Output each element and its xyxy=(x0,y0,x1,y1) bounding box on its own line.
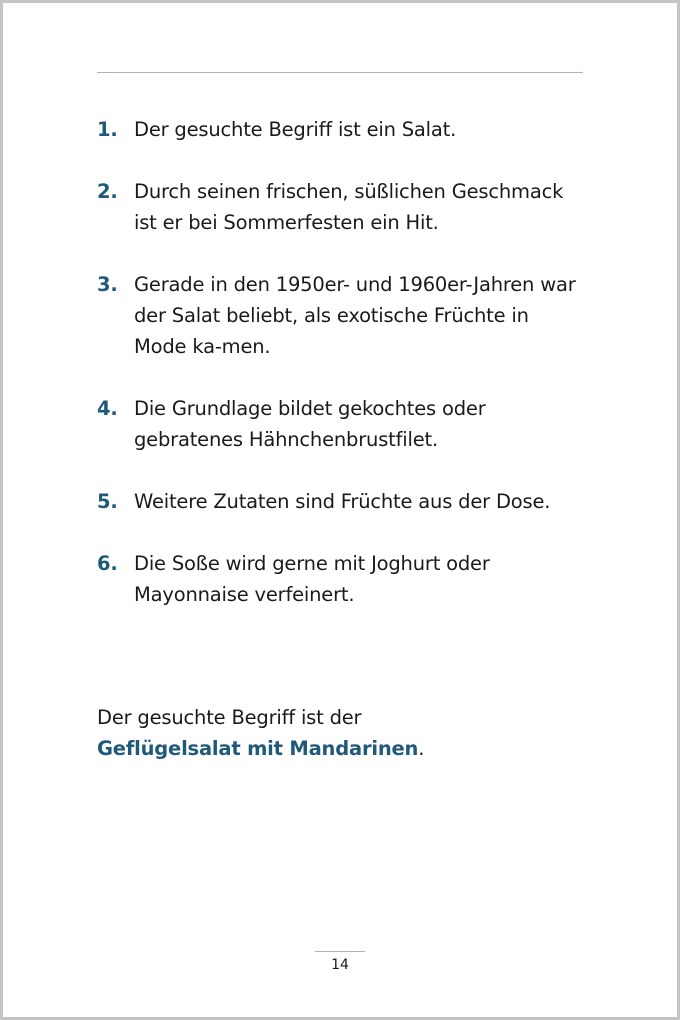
clue-text: Die Soße wird gerne mit Joghurt oder Mayonnaise verfeinert. xyxy=(134,552,490,606)
clue-text: Gerade in den 1950er- und 1960er-Jahren war der Salat beliebt, als exotische Früchte in Mode ka-men. xyxy=(134,273,576,358)
top-divider xyxy=(97,72,583,73)
solution-intro: Der gesuchte Begriff ist der xyxy=(97,706,362,729)
clue-text: Durch seinen frischen, süßlichen Geschmack ist er bei Sommerfesten ein Hit. xyxy=(134,180,564,234)
clue-item-2 xyxy=(97,176,587,238)
clue-item-1 xyxy=(97,114,587,145)
footer-divider xyxy=(315,951,365,952)
page-number: 14 xyxy=(331,957,349,973)
clue-item-5 xyxy=(97,486,587,517)
clue-text: Die Grundlage bildet gekochtes oder gebratenes Hähnchenbrustfilet. xyxy=(134,397,486,451)
clue-item-3 xyxy=(97,269,587,362)
solution-answer: Geflügelsalat mit Mandarinen xyxy=(97,737,419,760)
clue-item-6 xyxy=(97,548,587,610)
clue-number: 3. xyxy=(97,273,118,296)
solution-block xyxy=(97,702,597,764)
clue-number: 6. xyxy=(97,552,118,575)
clue-number: 5. xyxy=(97,490,118,513)
clue-number: 1. xyxy=(97,118,118,141)
clue-text: Der gesuchte Begriff ist ein Salat. xyxy=(134,118,457,141)
clue-item-4 xyxy=(97,393,587,455)
clue-number: 2. xyxy=(97,180,118,203)
clue-list xyxy=(97,114,587,641)
clue-text: Weitere Zutaten sind Früchte aus der Dose. xyxy=(134,490,551,513)
solution-line xyxy=(97,733,597,764)
clue-number: 4. xyxy=(97,397,118,420)
solution-period: . xyxy=(418,737,425,760)
